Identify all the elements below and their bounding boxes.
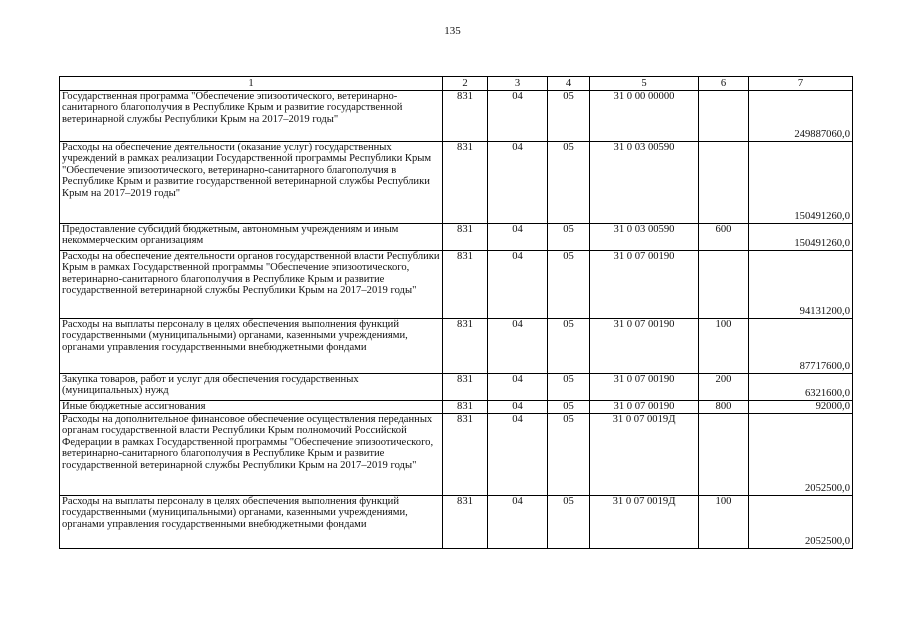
header-cell-1: 1 [60, 77, 443, 91]
amount-cell: 150491260,0 [749, 141, 853, 223]
table-row [60, 373, 853, 400]
expense-type-cell [699, 413, 749, 495]
section-code-cell: 04 [488, 90, 548, 141]
ministry-code-cell: 831 [443, 495, 488, 548]
subsection-code-cell: 05 [548, 141, 590, 223]
table-row [60, 250, 853, 318]
amount-cell: 92000,0 [749, 400, 853, 413]
table-header-row [60, 77, 853, 91]
table-row [60, 223, 853, 250]
expense-name-cell: Расходы на обеспечение деятельности органов государственной власти Республики Крым в рамках Государственной программы "Обеспечение эпизоотического, ветеринарно-санитарного благополучия в Республике Крым и развитие государственной ветеринарной службы Республики Крым на 2017–2019 годы" [60, 250, 443, 318]
subsection-code-cell: 05 [548, 250, 590, 318]
subsection-code-cell: 05 [548, 413, 590, 495]
expense-name-cell: Расходы на обеспечение деятельности (оказание услуг) государственных учреждений в рамках реализации Государственной программы Республики Крым "Обеспечение эпизоотического, ветеринарно-санитарного благополучия в Республике Крым и развитие государственной ветеринарной службы Республики Крым на 2017–2019 годы" [60, 141, 443, 223]
table-row [60, 318, 853, 373]
target-article-cell: 31 0 07 00190 [590, 250, 699, 318]
expense-name-cell: Иные бюджетные ассигнования [60, 400, 443, 413]
table-row [60, 400, 853, 413]
expense-name-cell: Расходы на выплаты персоналу в целях обеспечения выполнения функций государственными (муниципальными) органами, казенными учреждениями, органами управления государственными внебюджетными фондами [60, 495, 443, 548]
amount-cell: 6321600,0 [749, 373, 853, 400]
amount-cell: 2052500,0 [749, 495, 853, 548]
section-code-cell: 04 [488, 413, 548, 495]
section-code-cell: 04 [488, 495, 548, 548]
ministry-code-cell: 831 [443, 141, 488, 223]
ministry-code-cell: 831 [443, 250, 488, 318]
section-code-cell: 04 [488, 400, 548, 413]
amount-cell: 87717600,0 [749, 318, 853, 373]
expense-name-cell: Расходы на выплаты персоналу в целях обеспечения выполнения функций государственными (муниципальными) органами, казенными учреждениями, органами управления государственными внебюджетными фондами [60, 318, 443, 373]
section-code-cell: 04 [488, 223, 548, 250]
section-code-cell: 04 [488, 250, 548, 318]
amount-cell: 2052500,0 [749, 413, 853, 495]
section-code-cell: 04 [488, 141, 548, 223]
section-code-cell: 04 [488, 373, 548, 400]
expense-name-cell: Предоставление субсидий бюджетным, автономным учреждениям и иным некоммерческим организациям [60, 223, 443, 250]
section-code-cell: 04 [488, 318, 548, 373]
ministry-code-cell: 831 [443, 318, 488, 373]
header-cell-2: 2 [443, 77, 488, 91]
expense-type-cell: 600 [699, 223, 749, 250]
expense-type-cell: 100 [699, 318, 749, 373]
expense-type-cell: 200 [699, 373, 749, 400]
amount-cell: 249887060,0 [749, 90, 853, 141]
ministry-code-cell: 831 [443, 400, 488, 413]
budget-table [59, 76, 853, 549]
header-cell-7: 7 [749, 77, 853, 91]
ministry-code-cell: 831 [443, 223, 488, 250]
ministry-code-cell: 831 [443, 373, 488, 400]
expense-type-cell [699, 250, 749, 318]
table-row [60, 413, 853, 495]
expense-type-cell: 100 [699, 495, 749, 548]
table-row [60, 141, 853, 223]
header-cell-6: 6 [699, 77, 749, 91]
expense-name-cell: Закупка товаров, работ и услуг для обеспечения государственных (муниципальных) нужд [60, 373, 443, 400]
expense-type-cell: 800 [699, 400, 749, 413]
expense-type-cell [699, 141, 749, 223]
target-article-cell: 31 0 03 00590 [590, 141, 699, 223]
subsection-code-cell: 05 [548, 400, 590, 413]
table-row [60, 90, 853, 141]
target-article-cell: 31 0 07 0019Д [590, 495, 699, 548]
header-cell-3: 3 [488, 77, 548, 91]
amount-cell: 94131200,0 [749, 250, 853, 318]
target-article-cell: 31 0 00 00000 [590, 90, 699, 141]
header-cell-5: 5 [590, 77, 699, 91]
target-article-cell: 31 0 07 0019Д [590, 413, 699, 495]
expense-name-cell: Государственная программа "Обеспечение эпизоотического, ветеринарно-санитарного благополучия в Республике Крым и развитие государственной ветеринарной службы Республики Крым на 2017–2019 годы" [60, 90, 443, 141]
table-row [60, 495, 853, 548]
ministry-code-cell: 831 [443, 413, 488, 495]
amount-cell: 150491260,0 [749, 223, 853, 250]
expense-type-cell [699, 90, 749, 141]
target-article-cell: 31 0 07 00190 [590, 373, 699, 400]
expense-name-cell: Расходы на дополнительное финансовое обеспечение осуществления переданных органам государственной власти Республики Крым полномочий Российской Федерации в рамках Государственной программы "Обеспечение эпизоотического, ветеринарно-санитарного благополучия в Республике Крым и развитие государственной ветеринарной службы Республики Крым на 2017–2019 годы" [60, 413, 443, 495]
subsection-code-cell: 05 [548, 90, 590, 141]
page-number: 135 [444, 25, 461, 37]
ministry-code-cell: 831 [443, 90, 488, 141]
subsection-code-cell: 05 [548, 373, 590, 400]
header-cell-4: 4 [548, 77, 590, 91]
target-article-cell: 31 0 07 00190 [590, 318, 699, 373]
subsection-code-cell: 05 [548, 495, 590, 548]
target-article-cell: 31 0 03 00590 [590, 223, 699, 250]
subsection-code-cell: 05 [548, 318, 590, 373]
subsection-code-cell: 05 [548, 223, 590, 250]
target-article-cell: 31 0 07 00190 [590, 400, 699, 413]
